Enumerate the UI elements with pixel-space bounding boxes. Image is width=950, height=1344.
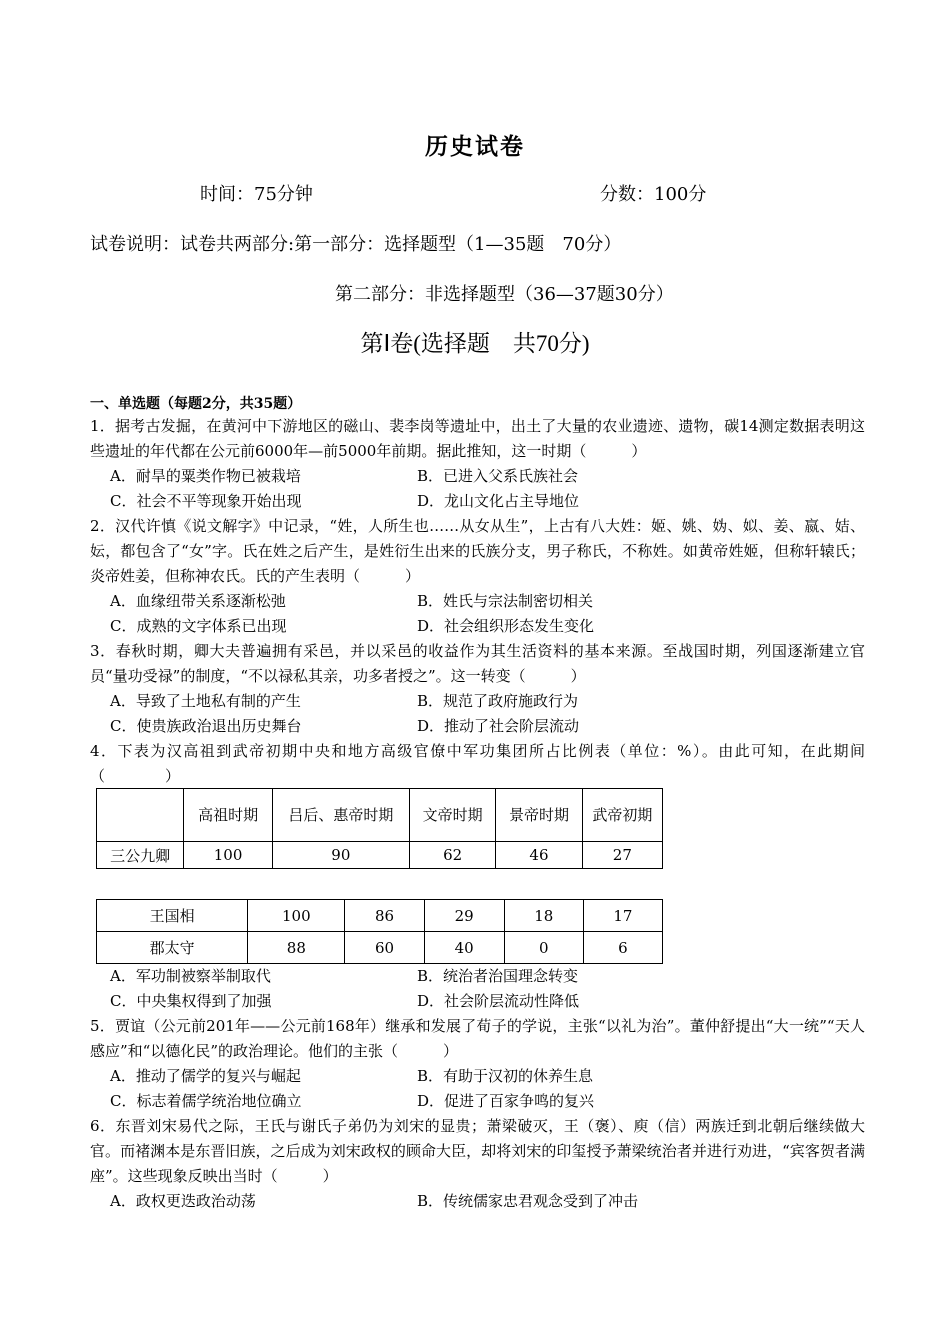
table-cell: 88 xyxy=(248,932,345,964)
table-cell: 86 xyxy=(345,900,424,932)
table-header-row xyxy=(97,789,663,842)
table-cell: 62 xyxy=(409,842,495,869)
table-cell: 100 xyxy=(184,842,272,869)
table-cell: 三公九卿 xyxy=(97,842,184,869)
table-header-cell: 高祖时期 xyxy=(184,789,272,842)
question-2-option-b: B．姓氏与宗法制密切相关 xyxy=(417,592,594,610)
official-ratio-table-part2 xyxy=(96,899,663,964)
exam-title: 历史试卷 xyxy=(425,133,525,160)
table-cell: 0 xyxy=(504,932,583,964)
question-4-stem: 4．下表为汉高祖到武帝初期中央和地方高级官僚中军功集团所占比例表（单位：%）。由此可知，在此期间（ ） xyxy=(90,742,865,785)
question-4-option-b: B．统治者治国理念转变 xyxy=(417,967,579,985)
question-2-stem: 2．汉代许慎《说文解字》中记录，“姓，人所生也……从女从生”，上古有八大姓：姬、姚、妫、姒、姜、嬴、姞、妘，都包含了“女”字。氏在姓之后产生，是姓衍生出来的氏族分支，男子称氏，不称姓。如黄帝姓姬，但称轩辕氏；炎帝姓姜，但称神农氏。氏的产生表明（ ） xyxy=(90,517,865,585)
table-header-cell: 景帝时期 xyxy=(496,789,582,842)
question-1-stem: 1．据考古发掘，在黄河中下游地区的磁山、裴李岗等遗址中，出土了大量的农业遗迹、遗物，碳14测定数据表明这些遗址的年代都在公元前6000年—前5000年前期。据此推知，这一时期（ ） xyxy=(90,417,865,460)
volume-title: 第Ⅰ卷(选择题 共70分) xyxy=(360,331,590,356)
table-row xyxy=(97,932,663,964)
question-5-option-b: B．有助于汉初的休养生息 xyxy=(417,1067,594,1085)
official-ratio-table-part1 xyxy=(96,788,663,869)
table-cell: 100 xyxy=(248,900,345,932)
question-4-option-a: A．军功制被察举制取代 xyxy=(110,967,271,985)
table-cell: 27 xyxy=(582,842,662,869)
question-3-option-a: A．导致了土地私有制的产生 xyxy=(110,692,301,710)
question-3-option-b: B．规范了政府施政行为 xyxy=(417,692,579,710)
question-5-option-d: D．促进了百家争鸣的复兴 xyxy=(417,1092,595,1110)
table-cell: 18 xyxy=(504,900,583,932)
exam-time: 时间：75分钟 xyxy=(200,184,313,205)
question-2-option-c: C．成熟的文字体系已出现 xyxy=(110,617,287,635)
question-3-stem: 3．春秋时期，卿大夫普遍拥有采邑，并以采邑的收益作为其生活资料的基本来源。至战国时期，列国逐渐建立官员“量功受禄”的制度，“不以禄私其亲，功多者授之”。这一转变（ ） xyxy=(90,642,865,685)
table-cell: 40 xyxy=(424,932,504,964)
table-cell: 60 xyxy=(345,932,424,964)
question-1-option-a: A．耐旱的粟类作物已被栽培 xyxy=(110,467,301,485)
question-2-option-d: D．社会组织形态发生变化 xyxy=(417,617,595,635)
exam-score: 分数：100分 xyxy=(600,184,707,205)
exam-description-line2: 第二部分：非选择题型（36—37题30分） xyxy=(335,284,674,305)
table-header-cell: 吕后、惠帝时期 xyxy=(272,789,409,842)
section-title: 一、单选题（每题2分，共35题） xyxy=(90,396,302,412)
question-6-option-a: A．政权更迭政治动荡 xyxy=(110,1192,256,1210)
table-cell: 17 xyxy=(583,900,662,932)
table-header-cell: 文帝时期 xyxy=(409,789,495,842)
question-5-option-c: C．标志着儒学统治地位确立 xyxy=(110,1092,302,1110)
table-header-cell: 武帝初期 xyxy=(582,789,662,842)
question-2-option-a: A．血缘纽带关系逐渐松弛 xyxy=(110,592,286,610)
table-header-cell xyxy=(97,789,184,842)
table-row xyxy=(97,842,663,869)
question-1-option-b: B．已进入父系氏族社会 xyxy=(417,467,579,485)
table-cell: 90 xyxy=(272,842,409,869)
question-4-option-d: D．社会阶层流动性降低 xyxy=(417,992,580,1010)
question-1-option-c: C．社会不平等现象开始出现 xyxy=(110,492,302,510)
table-row xyxy=(97,900,663,932)
question-3-option-d: D．推动了社会阶层流动 xyxy=(417,717,580,735)
question-5-option-a: A．推动了儒学的复兴与崛起 xyxy=(110,1067,301,1085)
exam-description-line1: 试卷说明：试卷共两部分:第一部分：选择题型（1—35题 70分） xyxy=(90,234,622,255)
question-3-option-c: C．使贵族政治退出历史舞台 xyxy=(110,717,302,735)
table-cell: 郡太守 xyxy=(97,932,248,964)
question-4-option-c: C．中央集权得到了加强 xyxy=(110,992,272,1010)
table-cell: 29 xyxy=(424,900,504,932)
question-6-stem: 6．东晋刘宋易代之际，王氏与谢氏子弟仍为刘宋的显贵；萧梁破灭，王（褒）、庾（信）两族迁到北朝后继续做大官。而褚渊本是东晋旧族，之后成为刘宋政权的顾命大臣，却将刘宋的印玺授予萧梁统治者并进行劝进，“宾客贺者满座”。这些现象反映出当时（ ） xyxy=(90,1117,865,1185)
table-cell: 6 xyxy=(583,932,662,964)
table-cell: 46 xyxy=(496,842,582,869)
question-6-option-b: B．传统儒家忠君观念受到了冲击 xyxy=(417,1192,639,1210)
question-1-option-d: D．龙山文化占主导地位 xyxy=(417,492,580,510)
question-5-stem: 5．贾谊（公元前201年——公元前168年）继承和发展了荀子的学说，主张“以礼为治”。董仲舒提出“大一统”“天人感应”和“以德化民”的政治理论。他们的主张（ ） xyxy=(90,1017,865,1060)
table-cell: 王国相 xyxy=(97,900,248,932)
